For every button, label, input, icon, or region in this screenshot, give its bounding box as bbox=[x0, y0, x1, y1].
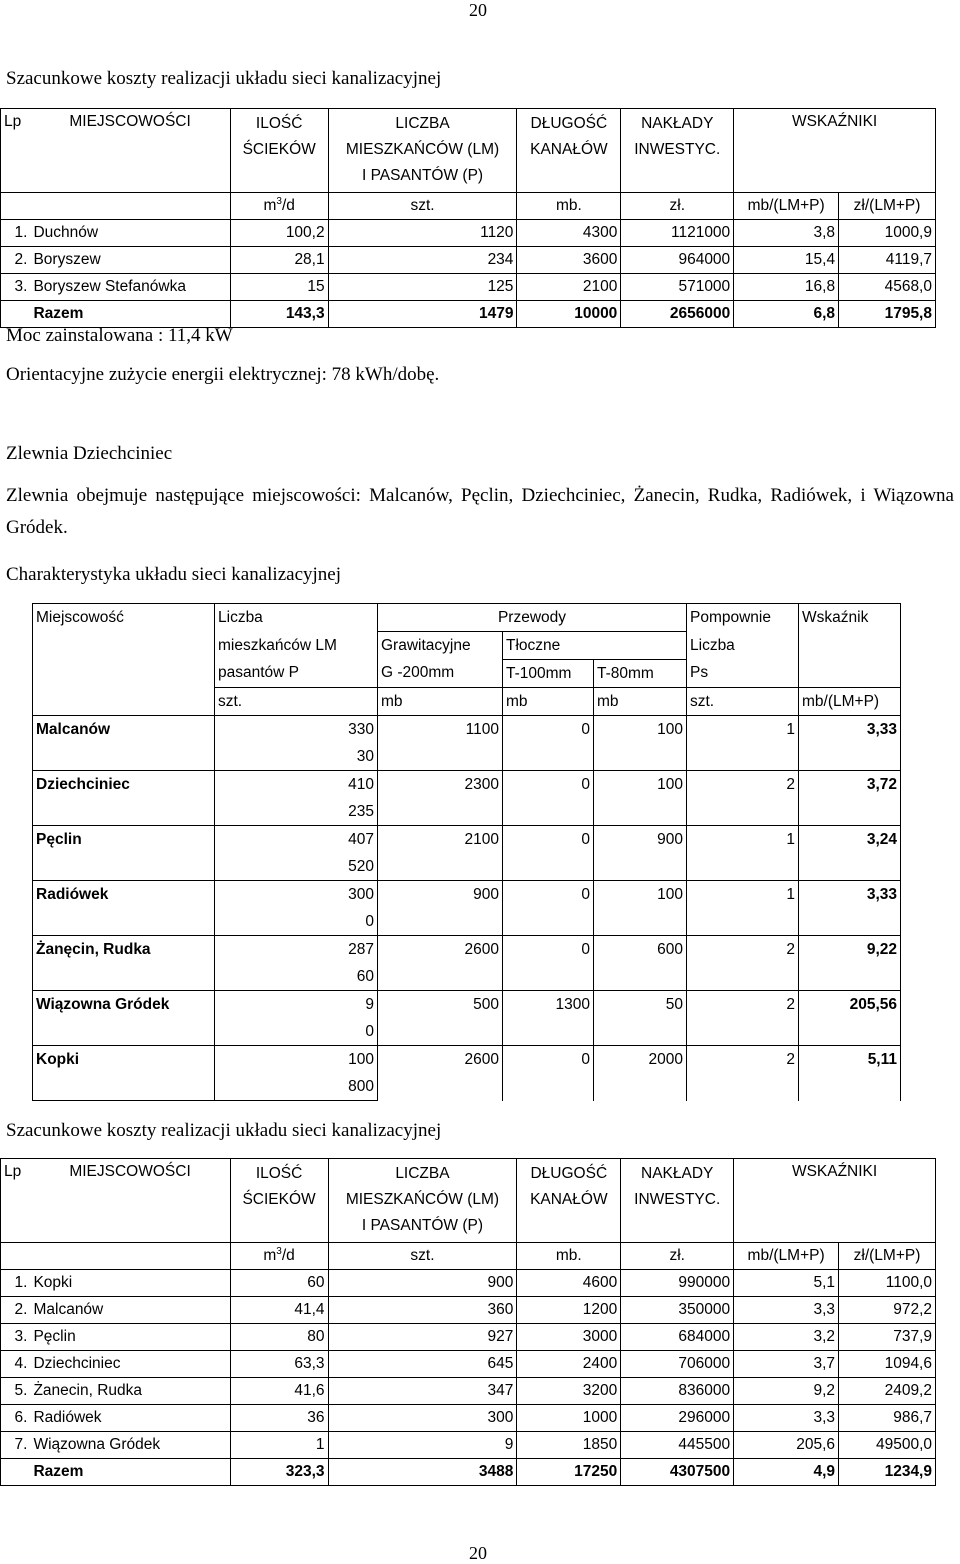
header-dlugosc: DŁUGOŚĆ KANAŁÓW bbox=[517, 109, 621, 193]
table-row: Wiązowna Gródek 9 500 1300 50 2 205,56 bbox=[33, 991, 901, 1019]
zlewnia-paragraph: Zlewnia obejmuje następujące miejscowości: Malcanów, Pęclin, Dziechciniec, Żanecin, Rudka, Radiówek, i Wiązowna Gródek. bbox=[6, 485, 954, 538]
header-tloczne: Tłoczne bbox=[503, 632, 687, 660]
table-row-sub: 520 bbox=[33, 853, 901, 881]
total-row: Razem 143,3 1479 10000 2656000 6,8 1795,8 bbox=[1, 301, 936, 328]
unit-w1: mb/(LM+P) bbox=[734, 193, 839, 220]
unit-w2: zł/(LM+P) bbox=[839, 193, 936, 220]
unit-mb-t100: mb bbox=[503, 688, 594, 716]
header-pasantow: pasantów P bbox=[215, 660, 378, 688]
table-row: Kopki 100 2600 0 2000 2 5,11 bbox=[33, 1046, 901, 1074]
header-ps: Ps bbox=[687, 660, 799, 688]
header-wskaznik: Wskaźnik bbox=[799, 604, 901, 632]
table-row: Dziechciniec 410 2300 0 100 2 3,72 bbox=[33, 771, 901, 799]
table-row: 6. Radiówek 36 300 1000 296000 3,3 986,7 bbox=[1, 1405, 936, 1432]
header-t80: T-80mm bbox=[594, 660, 687, 688]
unit-w2: zł/(LM+P) bbox=[839, 1243, 936, 1270]
header-miejscowosci: MIEJSCOWOŚCI bbox=[69, 113, 191, 130]
unit-szt: szt. bbox=[328, 193, 517, 220]
table-row-sub: 60 bbox=[33, 963, 901, 991]
cost-table-1-title: Szacunkowe koszty realizacji układu sieci kanalizacyjnej bbox=[6, 68, 442, 89]
total-row: Razem 323,3 3488 17250 4307500 4,9 1234,9 bbox=[1, 1459, 936, 1486]
unit-m3d: $m^3/d$ bbox=[230, 193, 328, 220]
unit-wskaznik: mb/(LM+P) bbox=[799, 688, 901, 716]
unit-w1: mb/(LM+P) bbox=[734, 1243, 839, 1270]
unit-m3d: $m^3/d$ bbox=[230, 1243, 328, 1270]
table-row-sub: 0 bbox=[33, 908, 901, 936]
header-pompownie-liczba: Liczba bbox=[687, 632, 799, 660]
header-miejscowosc: Miejscowość bbox=[33, 604, 215, 632]
header-dlugosc: DŁUGOŚĆ KANAŁÓW bbox=[517, 1159, 621, 1243]
cost-table-1 bbox=[0, 108, 936, 328]
header-g200: G -200mm bbox=[378, 660, 503, 688]
page-number-bottom: 20 bbox=[469, 1543, 487, 1563]
cost-table-2-title: Szacunkowe koszty realizacji układu sieci kanalizacyjnej bbox=[6, 1120, 442, 1141]
header-liczba: LICZBA MIESZKAŃCÓW (LM) I PASANTÓW (P) bbox=[328, 109, 517, 193]
unit-szt: szt. bbox=[215, 688, 378, 716]
table-row: 3. Boryszew Stefanówka 15 125 2100 571000 16,8 4568,0 bbox=[1, 274, 936, 301]
unit-mb-g: mb bbox=[378, 688, 503, 716]
table-row: 7. Wiązowna Gródek 1 9 1850 445500 205,6 49500,0 bbox=[1, 1432, 936, 1459]
cost-table-2 bbox=[0, 1158, 936, 1486]
table-row-sub: 800 bbox=[33, 1073, 901, 1101]
moc-zainstalowana: Moc zainstalowana : 11,4 kW bbox=[6, 325, 233, 346]
page-number-top: 20 bbox=[469, 0, 487, 20]
unit-zl: zł. bbox=[621, 193, 734, 220]
table-row: Żanęcin, Rudka 287 2600 0 600 2 9,22 bbox=[33, 936, 901, 964]
char-title: Charakterystyka układu sieci kanalizacyjnej bbox=[6, 564, 342, 585]
table-row: 1. Duchnów 100,2 1120 4300 1121000 3,8 1000,9 bbox=[1, 220, 936, 247]
table-row: Pęclin 407 2100 0 900 1 3,24 bbox=[33, 826, 901, 854]
header-liczba: LICZBA MIESZKAŃCÓW (LM) I PASANTÓW (P) bbox=[328, 1159, 517, 1243]
header-wskazniki: WSKAŹNIKI bbox=[734, 1159, 936, 1243]
table-row-sub: 30 bbox=[33, 743, 901, 771]
table-row-sub: 0 bbox=[33, 1018, 901, 1046]
unit-mb: mb. bbox=[517, 1243, 621, 1270]
characteristics-table bbox=[32, 603, 901, 1101]
header-lp: Lp bbox=[4, 113, 22, 130]
zlewnia-heading: Zlewnia Dziechciniec bbox=[6, 443, 173, 464]
table-row: 3. Pęclin 80 927 3000 684000 3,2 737,9 bbox=[1, 1324, 936, 1351]
unit-szt: szt. bbox=[328, 1243, 517, 1270]
header-ilosc: ILOŚĆ ŚCIEKÓW bbox=[230, 1159, 328, 1243]
table-row: 5. Żanecin, Rudka 41,6 347 3200 836000 9,2 2409,2 bbox=[1, 1378, 936, 1405]
table-row: Radiówek 300 900 0 100 1 3,33 bbox=[33, 881, 901, 909]
header-t100: T-100mm bbox=[503, 660, 594, 688]
header-ilosc: ILOŚĆ ŚCIEKÓW bbox=[230, 109, 328, 193]
header-miejscowosci: MIEJSCOWOŚCI bbox=[69, 1163, 191, 1180]
unit-mb-t80: mb bbox=[594, 688, 687, 716]
header-przewody: Przewody bbox=[378, 604, 687, 632]
header-mieszkancow: mieszkańców LM bbox=[215, 632, 378, 660]
table-row: 2. Malcanów 41,4 360 1200 350000 3,3 972,2 bbox=[1, 1297, 936, 1324]
header-lp: Lp bbox=[4, 1163, 22, 1180]
table-row: 1. Kopki 60 900 4600 990000 5,1 1100,0 bbox=[1, 1270, 936, 1297]
zuzycie-energii: Orientacyjne zużycie energii elektrycznej: 78 kWh/dobę. bbox=[6, 364, 440, 385]
unit-zl: zł. bbox=[621, 1243, 734, 1270]
header-liczba: Liczba bbox=[215, 604, 378, 632]
header-wskazniki: WSKAŹNIKI bbox=[734, 109, 936, 193]
header-naklady: NAKŁADY INWESTYC. bbox=[621, 1159, 734, 1243]
unit-mb: mb. bbox=[517, 193, 621, 220]
table-row-sub: 235 bbox=[33, 798, 901, 826]
header-grawitacyjne: Grawitacyjne bbox=[378, 632, 503, 660]
unit-szt-ps: szt. bbox=[687, 688, 799, 716]
table-row: 4. Dziechciniec 63,3 645 2400 706000 3,7 1094,6 bbox=[1, 1351, 936, 1378]
header-pompownie: Pompownie bbox=[687, 604, 799, 632]
table-row: 2. Boryszew 28,1 234 3600 964000 15,4 4119,7 bbox=[1, 247, 936, 274]
table-row: Malcanów 330 1100 0 100 1 3,33 bbox=[33, 716, 901, 744]
header-naklady: NAKŁADY INWESTYC. bbox=[621, 109, 734, 193]
